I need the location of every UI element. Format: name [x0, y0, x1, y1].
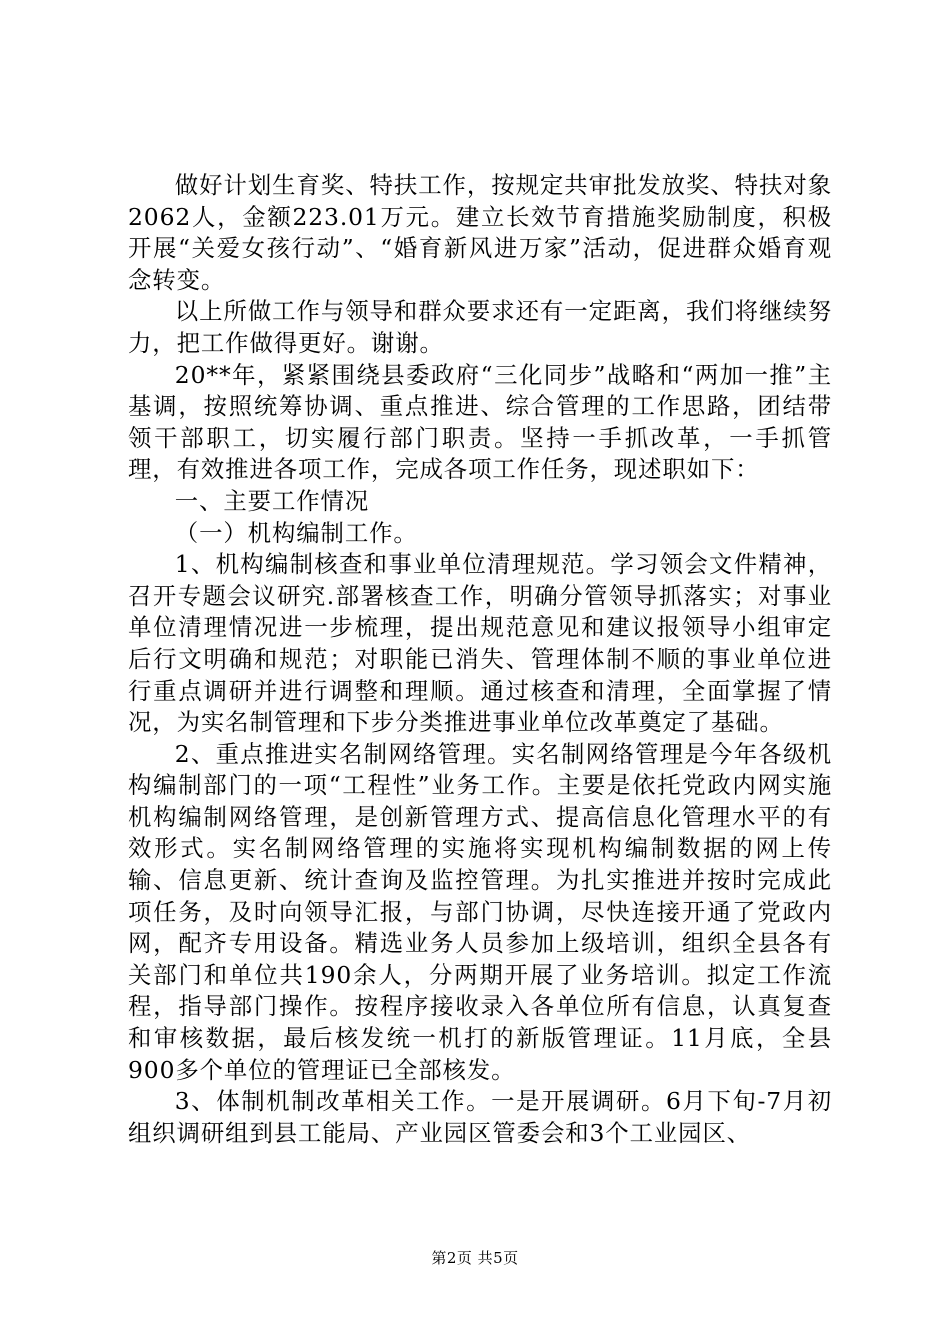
- paragraph-item-3: 3、体制机制改革相关工作。一是开展调研。6月下旬-7月初组织调研组到县工能局、产业园区管委会和3个工业园区、: [128, 1087, 832, 1147]
- subsection-heading-organization: （一）机构编制工作。: [174, 518, 418, 547]
- paragraph-closing-remarks: 以上所做工作与领导和群众要求还有一定距离，我们将继续努力，把工作做得更好。谢谢。: [128, 297, 832, 357]
- page-footer: [0, 1248, 950, 1268]
- page-number-label: 第2页 共5页: [431, 1249, 519, 1267]
- document-body: [128, 170, 832, 1149]
- paragraph-item-2: 2、重点推进实名制网络管理。实名制网络管理是今年各级机构编制部门的一项“工程性”业务工作。主要是依托党政内网实施机构编制网络管理，是创新管理方式、提高信息化管理水平的有效形式。实名制网络管理的实施将实现机构编制数据的网上传输、信息更新、统计查询及监控管理。为扎实推进并按时完成此项任务，及时向领导汇报，与部门协调，尽快连接开通了党政内网，配齐专用设备。精选业务人员参加上级培训，组织全县各有关部门和单位共190余人，分两期开展了业务培训。拟定工作流程，指导部门操作。按程序接收录入各单位所有信息，认真复查和审核数据，最后核发统一机打的新版管理证。11月底，全县900多个单位的管理证已全部核发。: [128, 739, 832, 1084]
- paragraph-annual-summary: 20**年，紧紧围绕县委政府“三化同步”战略和“两加一推”主基调，按照统筹协调、重点推进、综合管理的工作思路，团结带领干部职工，切实履行部门职责。坚持一手抓改革，一手抓管理，有效推进各项工作，完成各项工作任务，现述职如下：: [128, 360, 832, 484]
- paragraph-item-1: 1、机构编制核查和事业单位清理规范。学习领会文件精神，召开专题会议研究.部署核查工作，明确分管领导抓落实；对事业单位清理情况进一步梳理，提出规范意见和建议报领导小组审定后行文明确和规范；对职能已消失、管理体制不顺的事业单位进行重点调研并进行调整和理顺。通过核查和清理，全面掌握了情况，为实名制管理和下步分类推进事业单位改革奠定了基础。: [128, 550, 832, 737]
- paragraph-family-planning: 做好计划生育奖、特扶工作，按规定共审批发放奖、特扶对象2062人，金额223.01万元。建立长效节育措施奖励制度，积极开展“关爱女孩行动”、“婚育新风进万家”活动，促进群众婚育观念转变。: [128, 171, 832, 294]
- section-heading-main-work: 一、主要工作情况: [174, 486, 370, 515]
